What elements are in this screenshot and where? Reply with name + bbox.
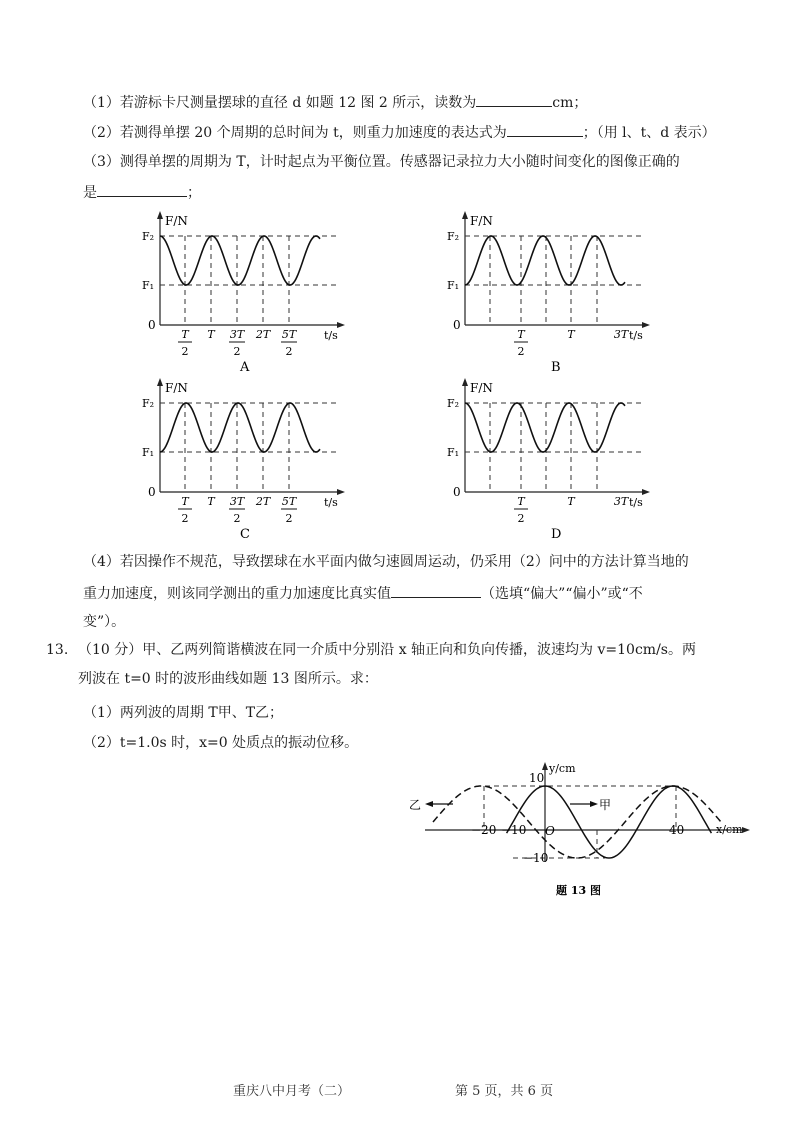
graph-d: [445, 372, 665, 540]
svg-text:T: T: [517, 495, 525, 508]
svg-text:0: 0: [453, 318, 461, 332]
svg-text:F/N: F/N: [165, 381, 188, 395]
svg-text:F/N: F/N: [470, 381, 493, 395]
svg-text:−20: −20: [471, 823, 497, 837]
svg-text:2: 2: [285, 512, 293, 525]
svg-text:F₁: F₁: [447, 279, 460, 292]
q12-part1: [83, 92, 587, 113]
wave-yi-label: 乙: [409, 798, 422, 812]
q12-part4-lead: 重力加速度，则该同学测出的重力加速度比真实值: [83, 586, 391, 602]
q12-part4-line2: [83, 583, 643, 604]
q12-part3-line1: （3）测得单摆的周期为 T，计时起点为平衡位置。传感器记录拉力大小随时间变化的图像正确的: [83, 154, 680, 170]
svg-text:3T: 3T: [229, 328, 245, 341]
svg-text:−10: −10: [523, 851, 549, 865]
svg-text:5T: 5T: [281, 328, 297, 341]
svg-text:T: T: [181, 328, 189, 341]
svg-text:−10: −10: [501, 823, 527, 837]
svg-text:2: 2: [233, 512, 241, 525]
q12-part3-line2: [83, 182, 201, 203]
svg-text:0: 0: [453, 485, 461, 499]
q13-number: 13.: [46, 642, 69, 658]
svg-text:3T: 3T: [229, 495, 245, 508]
q12-part1-text: （1）若游标卡尺测量摆球的直径 d 如题 12 图 2 所示，读数为: [83, 95, 477, 111]
svg-text:F₁: F₁: [142, 446, 155, 459]
svg-text:T: T: [207, 495, 215, 508]
svg-text:40: 40: [669, 823, 685, 837]
svg-text:0: 0: [148, 485, 156, 499]
axis-f-label: F/N: [165, 214, 188, 228]
answer-blank[interactable]: [476, 92, 552, 107]
svg-text:2: 2: [517, 345, 525, 358]
svg-text:2: 2: [517, 512, 525, 525]
svg-text:D: D: [551, 527, 562, 540]
f1-label: F₁: [142, 279, 155, 292]
y-axis-label: y/cm: [549, 762, 576, 775]
q13-line2: 列波在 t=0 时的波形曲线如题 13 图所示。求：: [78, 671, 378, 687]
svg-text:2T: 2T: [255, 328, 271, 341]
q13-sub2: （2）t=1.0s 时，x=0 处质点的振动位移。: [83, 735, 359, 751]
q12-part2: [83, 122, 716, 143]
svg-text:3T: 3T: [613, 495, 629, 508]
x-axis-label: x/cm: [716, 823, 743, 836]
q12-part2-text: （2）若测得单摆 20 个周期的总时间为 t，则重力加速度的表达式为: [83, 125, 507, 141]
answer-blank[interactable]: [97, 182, 187, 197]
svg-text:T: T: [517, 328, 525, 341]
svg-text:F₁: F₁: [447, 446, 460, 459]
q12-part2-tail: ；（用 l、t、d 表示）: [582, 125, 716, 141]
svg-text:C: C: [240, 527, 250, 540]
answer-blank[interactable]: [507, 122, 583, 137]
svg-text:t/s: t/s: [629, 496, 643, 509]
figure-caption: 题 13 图: [556, 884, 601, 897]
axis-t-label: t/s: [324, 329, 338, 342]
svg-text:2: 2: [181, 345, 189, 358]
svg-text:F₂: F₂: [447, 397, 460, 410]
answer-blank[interactable]: [391, 583, 481, 598]
footer-page-number: 第 5 页，共 6 页: [455, 1084, 554, 1099]
svg-text:T: T: [567, 328, 575, 341]
svg-text:F₂: F₂: [142, 397, 155, 410]
graph-c: [140, 372, 360, 540]
wave-jia-label: 甲: [599, 798, 612, 812]
svg-text:2: 2: [285, 345, 293, 358]
origin-label: 0: [148, 318, 156, 332]
f2-label: F₂: [142, 230, 155, 243]
svg-text:B: B: [551, 360, 561, 373]
svg-text:2T: 2T: [255, 495, 271, 508]
q13-sub1: （1）两列波的周期 T甲、T乙；: [83, 705, 284, 721]
q13-line1: （10 分）甲、乙两列简谐横波在同一介质中分别沿 x 轴正向和负向传播，波速均为 v=10cm/s。两: [78, 642, 696, 658]
q12-part4-line1: （4）若因操作不规范，导致摆球在水平面内做匀速圆周运动，仍采用（2）问中的方法计算当地的: [83, 554, 689, 570]
svg-text:T: T: [207, 328, 215, 341]
figure-13: [405, 758, 765, 900]
svg-text:t/s: t/s: [324, 496, 338, 509]
svg-text:2: 2: [233, 345, 241, 358]
q12-part4-tail: （选填“偏大”“偏小”或“不: [481, 586, 643, 602]
svg-text:F/N: F/N: [470, 214, 493, 228]
q12-part3-lead: 是: [83, 185, 97, 201]
svg-text:3T: 3T: [613, 328, 629, 341]
svg-text:t/s: t/s: [629, 329, 643, 342]
svg-text:2: 2: [181, 512, 189, 525]
graph-b: [445, 205, 665, 373]
svg-text:F₂: F₂: [447, 230, 460, 243]
footer-exam-name: 重庆八中月考（二）: [233, 1084, 351, 1099]
svg-text:10: 10: [529, 771, 545, 785]
q12-part4-line3: 变”）。: [83, 614, 126, 630]
svg-text:O: O: [545, 824, 555, 838]
graph-a: [140, 205, 360, 373]
svg-text:T: T: [567, 495, 575, 508]
svg-text:5T: 5T: [281, 495, 297, 508]
svg-text:T: T: [181, 495, 189, 508]
q12-part1-unit: cm；: [552, 95, 588, 111]
q12-part3-tail: ；: [187, 185, 201, 201]
option-label: A: [240, 360, 250, 373]
